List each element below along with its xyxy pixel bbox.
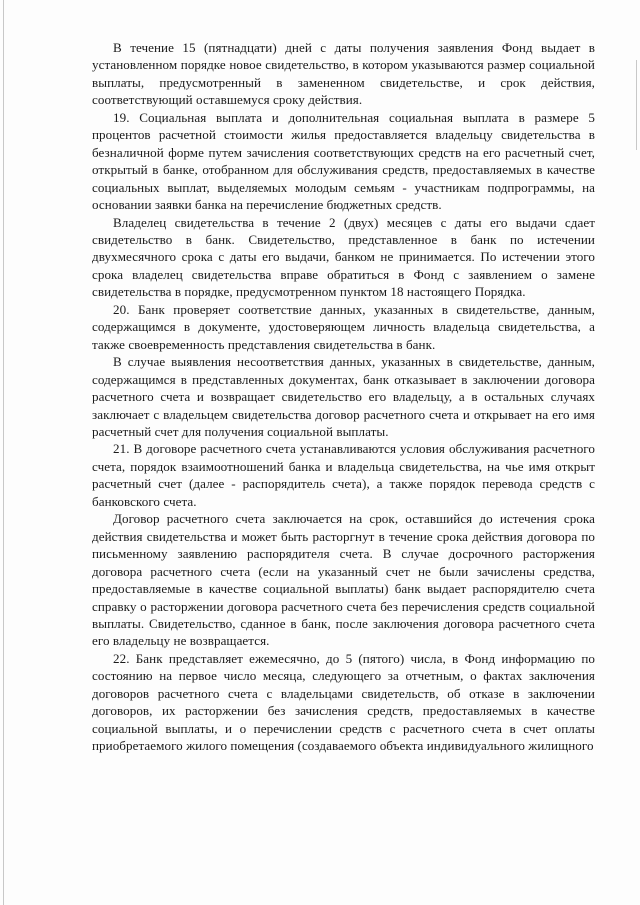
paragraph-22-bank-report: 22. Банк представляет ежемесячно, до 5 (пятого) числа, в Фонд информацию по состоянию на первое число месяца, следующего за отчетным, о фактах заключения договоров расчетного счета с владельцами свидетельств, об отказе в заключении договоров, их расторжении без зачисления средств, предоставляемых в качестве социальной выплаты, и о перечислении средств с расчетного счета в счет оплаты приобретаемого жилого помещения (создаваемого объекта индивидуального жилищного [92, 650, 595, 754]
right-edge-mark [636, 60, 637, 150]
document-text [92, 39, 595, 755]
paragraph-19-social-payment: 19. Социальная выплата и дополнительная социальная выплата в размере 5 процентов расчетной стоимости жилья предоставляется владельцу свидетельства в безналичной форме путем зачисления соответствующих средств на его расчетный счет, открытый в банке, отобранном для обслуживания средств, предоставляемых в качестве социальных выплат, выделяемых молодым семьям - участникам подпрограммы, на основании заявки банка на перечисление бюджетных средств. [92, 109, 595, 213]
paragraph-21-account-contract: 21. В договоре расчетного счета устанавливаются условия обслуживания расчетного счета, порядок взаимоотношений банка и владельца свидетельства, на чье имя открыт расчетный счет (далее - распорядитель счета), а также порядок перевода средств с банковского счета. [92, 441, 595, 509]
paragraph-contract-term: Договор расчетного счета заключается на срок, оставшийся до истечения срока действия свидетельства и может быть расторгнут в течение срока действия договора по письменному заявлению распорядителя счета. В случае досрочного расторжения договора расчетного счета (если на указанный счет не были зачислены средства, предоставляемые в качестве социальной выплаты) банк выдает распорядителю счета справку о расторжении договора расчетного счета без перечисления средств социальной выплаты. Свидетельство, сданное в банк, после заключения договора расчетного счета его владельцу не возвращается. [92, 511, 595, 649]
left-edge-mark [3, 0, 4, 905]
paragraph-certificate-owner: Владелец свидетельства в течение 2 (двух) месяцев с даты его выдачи сдает свидетельство в банк. Свидетельство, представленное в банк по истечении двухмесячного срока с даты его выдачи, банком не принимается. По истечении этого срока владелец свидетельства вправе обратиться в Фонд с заявлением о замене свидетельства в порядке, предусмотренном пунктом 18 настоящего Порядка. [92, 214, 595, 300]
paragraph-mismatch: В случае выявления несоответствия данных, указанных в свидетельстве, данным, содержащимся в представленных документах, банк отказывает в заключении договора расчетного счета и возвращает свидетельство его владельцу, а в остальных случаях заключает с владельцем свидетельства договор расчетного счета и открывает на его имя расчетный счет для получения социальной выплаты. [92, 354, 595, 439]
paragraph-20-bank-check: 20. Банк проверяет соответствие данных, указанных в свидетельстве, данным, содержащимся в документе, удостоверяющем личность владельца свидетельства, а также своевременность представления свидетельства в банк. [92, 301, 595, 352]
paragraph-new-certificate: В течение 15 (пятнадцати) дней с даты получения заявления Фонд выдает в установленном порядке новое свидетельство, в котором указываются размер социальной выплаты, предусмотренный в замененном свидетельстве, и срок действия, соответствующий оставшемуся сроку действия. [92, 40, 595, 108]
